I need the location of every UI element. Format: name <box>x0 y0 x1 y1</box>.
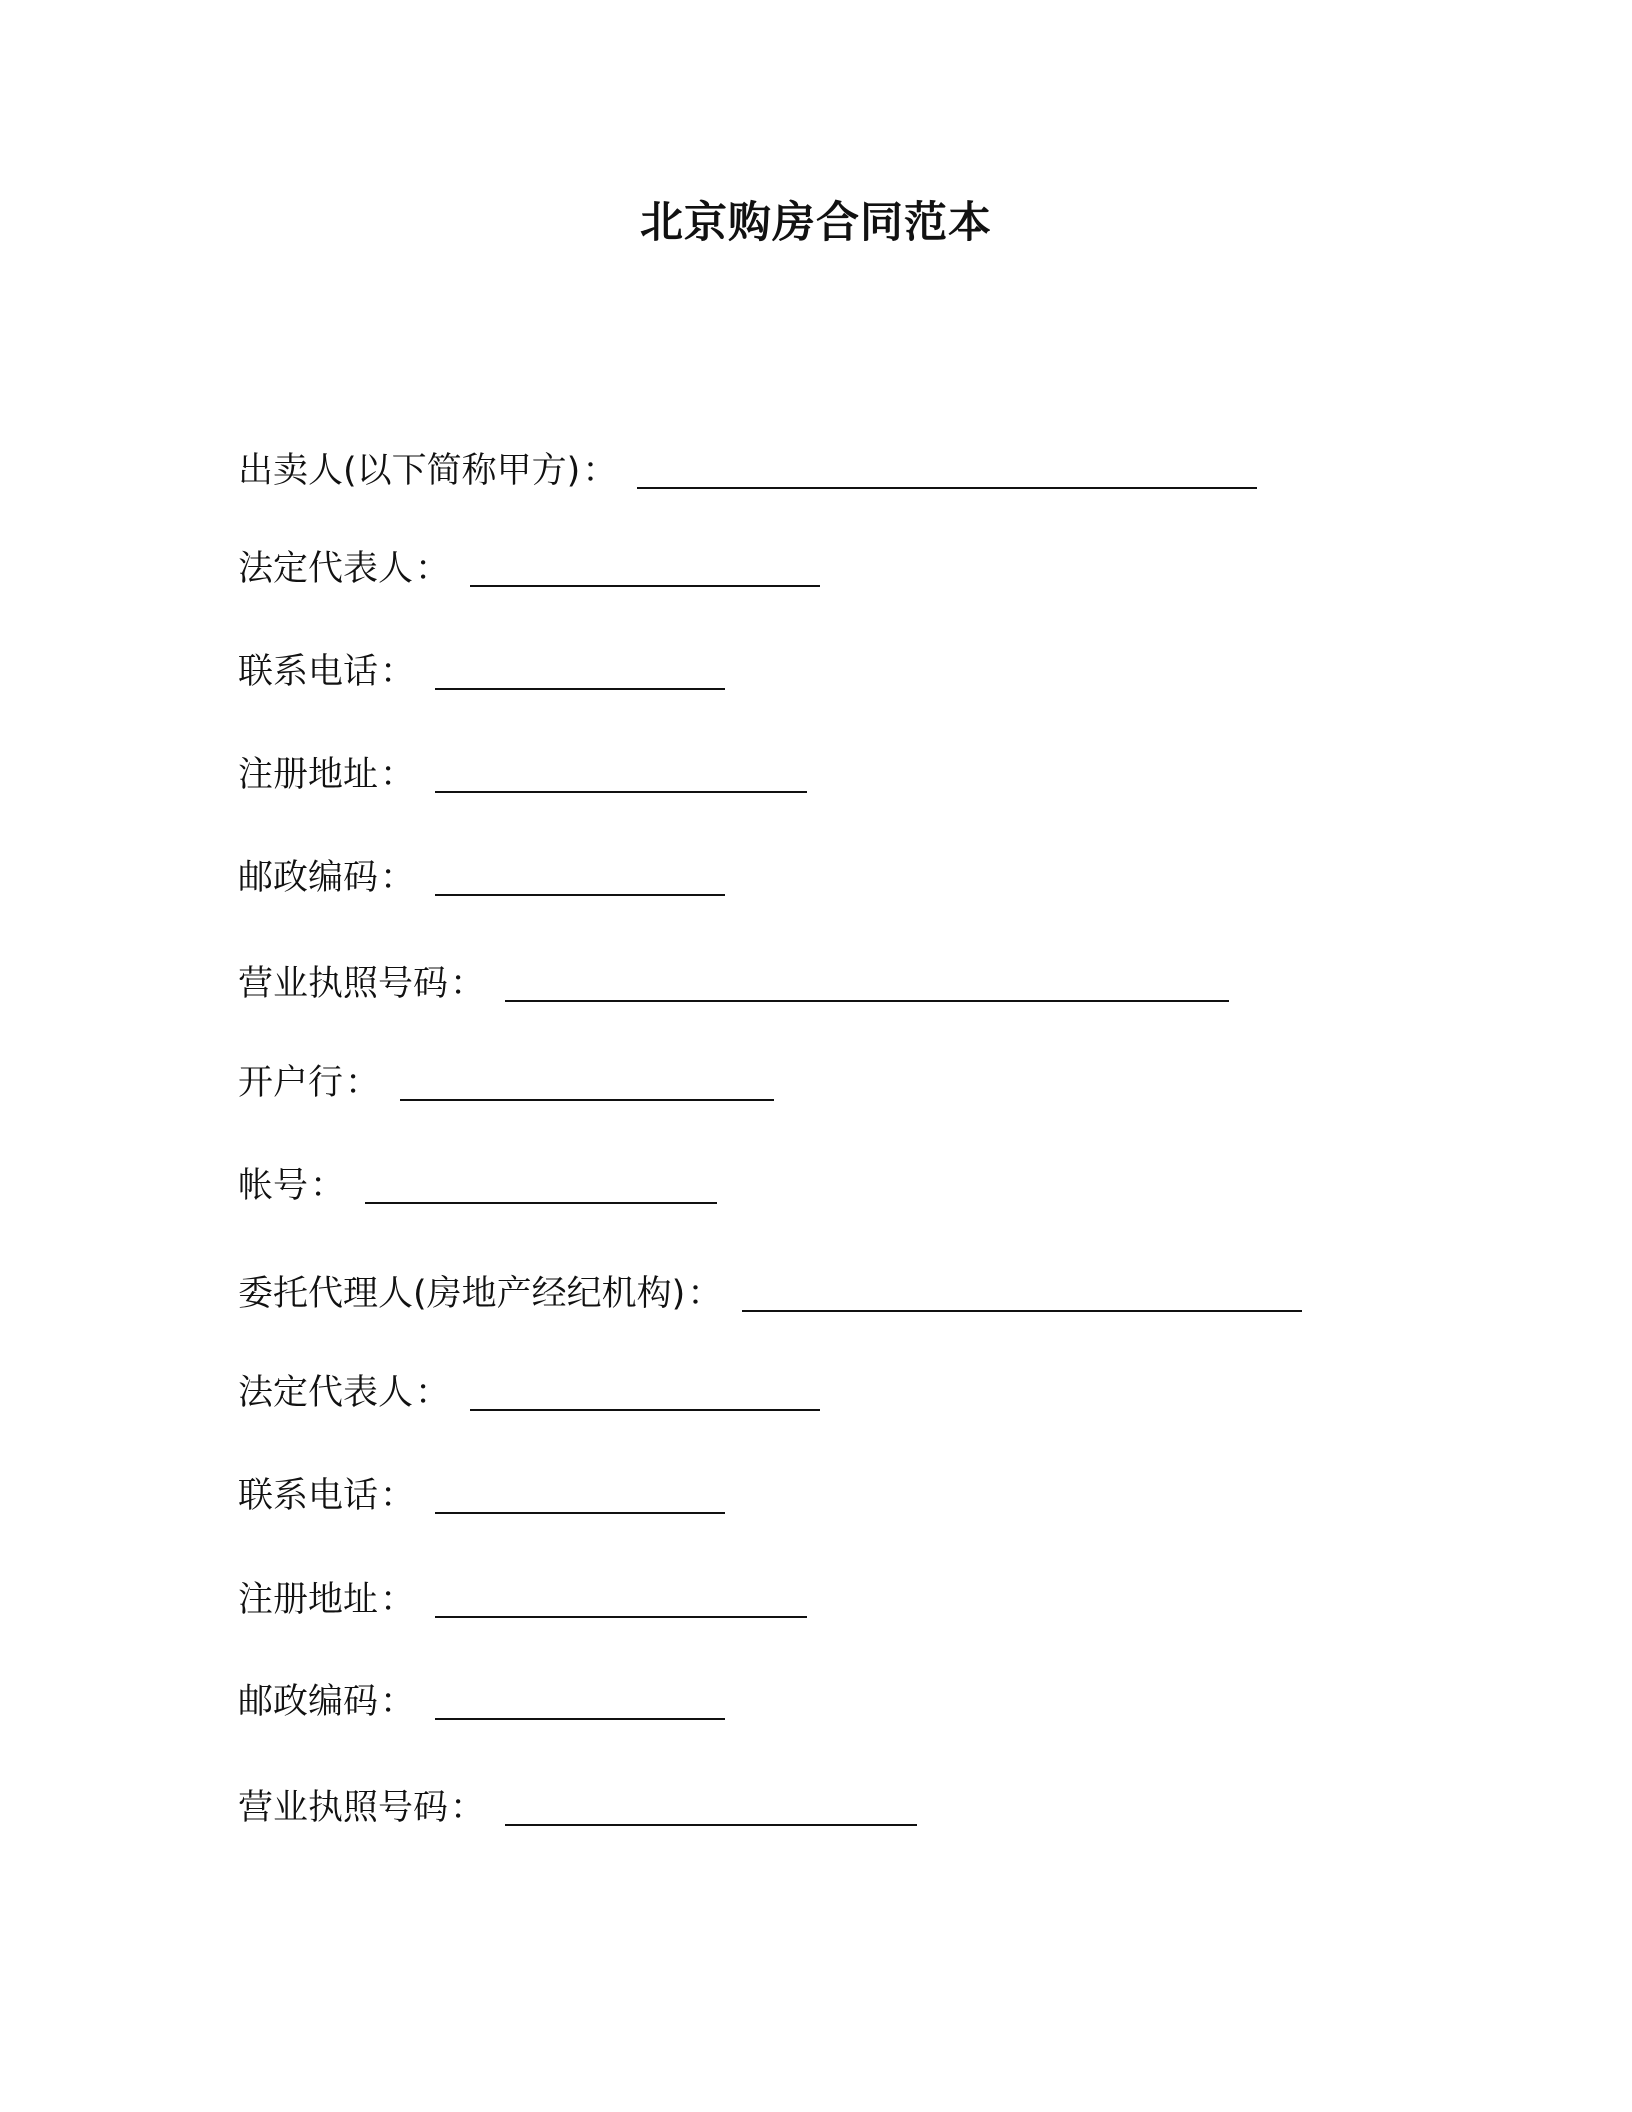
field-agent-phone <box>238 1470 725 1522</box>
fill-in-blank[interactable] <box>505 1824 917 1826</box>
field-colon: ： <box>450 964 486 1004</box>
field-seller <box>238 445 1257 497</box>
field-colon: ： <box>345 1063 381 1103</box>
fill-in-blank[interactable] <box>435 1718 725 1720</box>
fill-in-blank[interactable] <box>435 791 807 793</box>
field-legal-representative <box>238 543 820 595</box>
field-label: 注册地址 <box>238 1580 379 1620</box>
field-colon: ： <box>380 1476 416 1516</box>
field-account <box>238 1160 717 1212</box>
field-label: 邮政编码 <box>238 1682 379 1722</box>
field-colon: ： <box>582 451 618 491</box>
field-colon: ： <box>380 1580 416 1620</box>
field-business-license <box>238 958 1229 1010</box>
field-postal-code <box>238 852 725 904</box>
field-label: 开户行 <box>238 1063 344 1103</box>
field-label: 委托代理人(房地产经纪机构) <box>238 1274 686 1314</box>
fill-in-blank[interactable] <box>435 688 725 690</box>
field-colon: ： <box>380 1682 416 1722</box>
field-label: 营业执照号码 <box>238 964 449 1004</box>
field-bank <box>238 1057 774 1109</box>
fill-in-blank[interactable] <box>505 1000 1229 1002</box>
field-label: 注册地址 <box>238 755 379 795</box>
field-colon: ： <box>380 755 416 795</box>
field-label: 联系电话 <box>238 1476 379 1516</box>
field-label: 帐号 <box>238 1166 309 1206</box>
fill-in-blank[interactable] <box>435 1616 807 1618</box>
field-agent-postal-code <box>238 1676 725 1728</box>
field-label: 联系电话 <box>238 652 379 692</box>
field-colon: ： <box>415 1373 451 1413</box>
field-colon: ： <box>310 1166 346 1206</box>
field-label: 出卖人(以下简称甲方) <box>238 451 581 491</box>
field-colon: ： <box>380 652 416 692</box>
field-colon: ： <box>450 1788 486 1828</box>
fill-in-blank[interactable] <box>365 1202 717 1204</box>
field-colon: ： <box>415 549 451 589</box>
fill-in-blank[interactable] <box>470 585 820 587</box>
field-label: 邮政编码 <box>238 858 379 898</box>
field-agent-registered-address <box>238 1574 807 1626</box>
fill-in-blank[interactable] <box>470 1409 820 1411</box>
field-registered-address <box>238 749 807 801</box>
fill-in-blank[interactable] <box>742 1310 1302 1312</box>
field-label: 法定代表人 <box>238 1373 414 1413</box>
fill-in-blank[interactable] <box>400 1099 774 1101</box>
field-agent-business-license <box>238 1782 917 1834</box>
document-title: 北京购房合同范本 <box>640 198 992 248</box>
field-agent <box>238 1268 1302 1320</box>
fill-in-blank[interactable] <box>435 894 725 896</box>
field-colon: ： <box>380 858 416 898</box>
fill-in-blank[interactable] <box>435 1512 725 1514</box>
field-colon: ： <box>687 1274 723 1314</box>
field-label: 营业执照号码 <box>238 1788 449 1828</box>
field-agent-legal-representative <box>238 1367 820 1419</box>
field-phone <box>238 646 725 698</box>
fill-in-blank[interactable] <box>637 487 1257 489</box>
field-label: 法定代表人 <box>238 549 414 589</box>
